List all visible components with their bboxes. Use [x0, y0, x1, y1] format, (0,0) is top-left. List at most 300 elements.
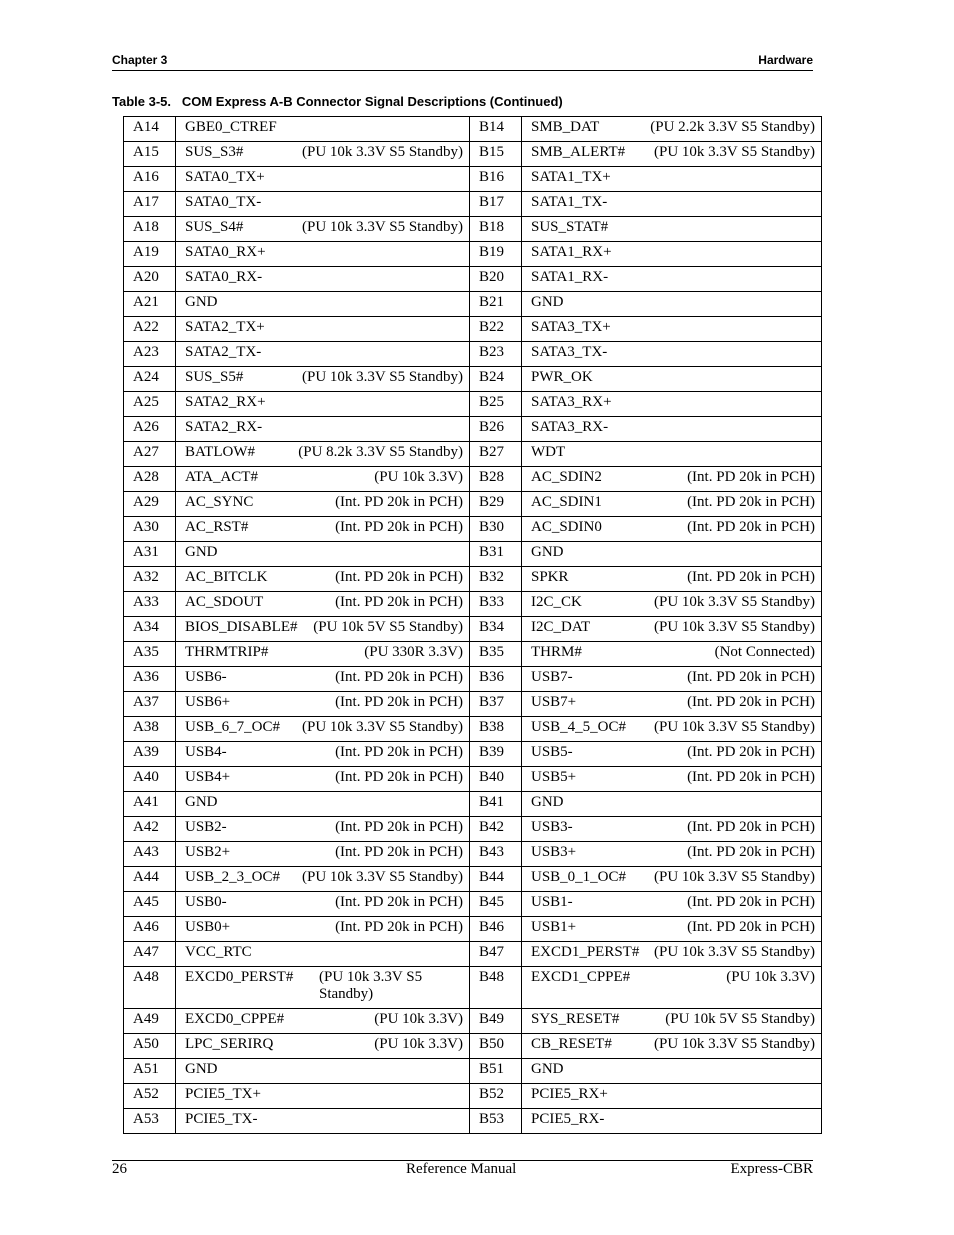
- pin-cell: A44: [124, 867, 176, 892]
- signal-name: SATA1_RX-: [531, 269, 609, 285]
- signal-cell: [522, 917, 822, 942]
- pin-cell: B24: [470, 367, 522, 392]
- signal-cell: [522, 617, 822, 642]
- signal-note: (Int. PD 20k in PCH): [335, 594, 463, 610]
- pin-cell: B40: [470, 767, 522, 792]
- signal-note: (PU 10k 3.3V S5 Standby): [302, 144, 463, 160]
- table-row: [124, 292, 822, 317]
- signal-cell: [522, 267, 822, 292]
- pin-cell: A53: [124, 1109, 176, 1134]
- signal-name: USB_6_7_OC#: [185, 719, 281, 735]
- signal-name: USB1+: [531, 919, 577, 935]
- pin-cell: A28: [124, 467, 176, 492]
- signal-cell: [176, 517, 470, 542]
- signal-note: (Int. PD 20k in PCH): [687, 694, 815, 710]
- table-row: [124, 792, 822, 817]
- signal-cell: [176, 1109, 470, 1134]
- signal-cell: [522, 767, 822, 792]
- signal-name: USB6-: [185, 669, 227, 685]
- pin-cell: B27: [470, 442, 522, 467]
- table-row: [124, 567, 822, 592]
- pin-cell: A34: [124, 617, 176, 642]
- signal-name: USB5+: [531, 769, 577, 785]
- table-row: [124, 367, 822, 392]
- pin-cell: A15: [124, 142, 176, 167]
- table-row: [124, 267, 822, 292]
- pin-cell: A31: [124, 542, 176, 567]
- signal-cell: [176, 142, 470, 167]
- signal-name: SUS_S3#: [185, 144, 244, 160]
- signal-note: (Int. PD 20k in PCH): [335, 819, 463, 835]
- pin-cell: A32: [124, 567, 176, 592]
- pin-cell: B43: [470, 842, 522, 867]
- signal-note: (PU 10k 3.3V S5 Standby): [654, 594, 815, 610]
- signal-name: SMB_ALERT#: [531, 144, 626, 160]
- table-row: [124, 617, 822, 642]
- signal-cell: [522, 342, 822, 367]
- signal-cell: [176, 217, 470, 242]
- pin-cell: A33: [124, 592, 176, 617]
- pin-cell: B46: [470, 917, 522, 942]
- signal-name: ATA_ACT#: [185, 469, 258, 485]
- signal-note: (PU 330R 3.3V): [364, 644, 463, 660]
- signal-name: VCC_RTC: [185, 944, 252, 960]
- signal-cell: [176, 592, 470, 617]
- signal-name: SATA1_RX+: [531, 244, 612, 260]
- signal-name: USB5-: [531, 744, 573, 760]
- signal-name: USB7-: [531, 669, 573, 685]
- pin-cell: A21: [124, 292, 176, 317]
- pin-cell: A48: [124, 967, 176, 1009]
- pin-cell: A36: [124, 667, 176, 692]
- signal-cell: [176, 742, 470, 767]
- pin-cell: B17: [470, 192, 522, 217]
- signal-name: USB3-: [531, 819, 573, 835]
- pin-cell: B45: [470, 892, 522, 917]
- pin-cell: A17: [124, 192, 176, 217]
- signal-cell: [176, 167, 470, 192]
- signal-name: USB2-: [185, 819, 227, 835]
- signal-note: (Int. PD 20k in PCH): [687, 894, 815, 910]
- pin-cell: B37: [470, 692, 522, 717]
- signal-cell: [176, 542, 470, 567]
- page-header: [112, 52, 813, 71]
- pin-cell: A24: [124, 367, 176, 392]
- signal-cell: [176, 892, 470, 917]
- signal-name: GND: [531, 1061, 564, 1077]
- signal-note: (PU 10k 3.3V S5 Standby): [654, 719, 815, 735]
- signal-name: GND: [185, 794, 218, 810]
- signal-cell: [522, 417, 822, 442]
- pin-cell: A51: [124, 1059, 176, 1084]
- pin-cell: A30: [124, 517, 176, 542]
- signal-cell: [176, 292, 470, 317]
- signal-name: AC_SYNC: [185, 494, 254, 510]
- pin-cell: A20: [124, 267, 176, 292]
- table-row: [124, 1084, 822, 1109]
- pin-cell: A16: [124, 167, 176, 192]
- pin-cell: A37: [124, 692, 176, 717]
- table-row: [124, 342, 822, 367]
- signal-cell: [522, 167, 822, 192]
- page-number: 26: [112, 1161, 127, 1177]
- signal-cell: [522, 792, 822, 817]
- signal-cell: [176, 692, 470, 717]
- pin-cell: B34: [470, 617, 522, 642]
- pin-cell: A14: [124, 117, 176, 142]
- table-row: [124, 317, 822, 342]
- signal-name: USB4+: [185, 769, 231, 785]
- signal-name: AC_SDOUT: [185, 594, 264, 610]
- signal-cell: [522, 292, 822, 317]
- signal-note: (Int. PD 20k in PCH): [335, 894, 463, 910]
- signal-note: (PU 10k 3.3V): [374, 1036, 463, 1052]
- table-row: [124, 242, 822, 267]
- pin-cell: B15: [470, 142, 522, 167]
- pin-cell: A41: [124, 792, 176, 817]
- pin-cell: B41: [470, 792, 522, 817]
- signal-note: (Int. PD 20k in PCH): [335, 669, 463, 685]
- signal-cell: [522, 242, 822, 267]
- signal-cell: [176, 342, 470, 367]
- signal-name: SATA2_TX+: [185, 319, 265, 335]
- signal-cell: [522, 1084, 822, 1109]
- pin-cell: B53: [470, 1109, 522, 1134]
- signal-cell: [176, 242, 470, 267]
- pin-cell: A50: [124, 1034, 176, 1059]
- table-row: [124, 667, 822, 692]
- signal-cell: [522, 642, 822, 667]
- signal-name: I2C_CK: [531, 594, 582, 610]
- signal-note: (Int. PD 20k in PCH): [335, 919, 463, 935]
- signal-note: (Int. PD 20k in PCH): [687, 844, 815, 860]
- pin-cell: B33: [470, 592, 522, 617]
- signal-name: SATA3_TX+: [531, 319, 611, 335]
- table-row: [124, 692, 822, 717]
- table-row: [124, 642, 822, 667]
- table-row: [124, 842, 822, 867]
- signal-name: EXCD0_CPPE#: [185, 1011, 285, 1027]
- signal-cell: [176, 792, 470, 817]
- signal-name: USB0+: [185, 919, 231, 935]
- pin-cell: A29: [124, 492, 176, 517]
- signal-name: GND: [185, 1061, 218, 1077]
- table-row: [124, 467, 822, 492]
- signal-cell: [176, 1034, 470, 1059]
- signal-note: (PU 10k 3.3V S5 Standby): [654, 869, 815, 885]
- pin-cell: B28: [470, 467, 522, 492]
- section-label: Hardware: [758, 53, 813, 67]
- pin-cell: B48: [470, 967, 522, 1009]
- signal-note: (PU 10k 3.3V): [374, 1011, 463, 1027]
- table-row: [124, 592, 822, 617]
- signal-note: (Int. PD 20k in PCH): [687, 469, 815, 485]
- table-row: [124, 142, 822, 167]
- signal-name: USB_0_1_OC#: [531, 869, 627, 885]
- signal-name: USB2+: [185, 844, 231, 860]
- signal-note: (PU 10k 5V S5 Standby): [313, 619, 463, 635]
- signal-cell: [522, 317, 822, 342]
- signal-name: SATA3_TX-: [531, 344, 608, 360]
- signal-note: (PU 10k 3.3V S5 Standby): [319, 969, 423, 1002]
- signal-note: (Not Connected): [714, 644, 815, 660]
- signal-note: (PU 10k 3.3V): [374, 469, 463, 485]
- signal-note: (Int. PD 20k in PCH): [687, 569, 815, 585]
- signal-name: PCIE5_RX+: [531, 1086, 608, 1102]
- table-row: [124, 892, 822, 917]
- table-row: [124, 742, 822, 767]
- signal-note: (Int. PD 20k in PCH): [687, 769, 815, 785]
- signal-name: USB0-: [185, 894, 227, 910]
- signal-name: SMB_DAT: [531, 119, 600, 135]
- pin-cell: A23: [124, 342, 176, 367]
- signal-note: (PU 10k 3.3V): [726, 969, 815, 985]
- signal-name: BIOS_DISABLE#: [185, 619, 298, 635]
- signal-name: GND: [185, 294, 218, 310]
- signal-note: (PU 10k 3.3V S5 Standby): [302, 369, 463, 385]
- signal-cell: [522, 967, 822, 1009]
- signal-name: USB_4_5_OC#: [531, 719, 627, 735]
- signal-cell: [522, 867, 822, 892]
- signal-note: (PU 10k 3.3V S5 Standby): [302, 219, 463, 235]
- signal-cell: [522, 217, 822, 242]
- signal-name: SATA0_TX-: [185, 194, 262, 210]
- signal-cell: [522, 467, 822, 492]
- signal-cell: [522, 1009, 822, 1034]
- pin-cell: B52: [470, 1084, 522, 1109]
- pin-cell: B42: [470, 817, 522, 842]
- signal-name: SATA0_RX-: [185, 269, 263, 285]
- signal-cell: [522, 117, 822, 142]
- table-row: [124, 217, 822, 242]
- signal-note: (Int. PD 20k in PCH): [335, 569, 463, 585]
- table-caption: Table 3-5. COM Express A-B Connector Signal Descriptions (Continued): [112, 94, 563, 109]
- signal-name: GND: [531, 294, 564, 310]
- table-row: [124, 767, 822, 792]
- signal-cell: [522, 592, 822, 617]
- signal-name: EXCD1_PERST#: [531, 944, 640, 960]
- signal-name: LPC_SERIRQ: [185, 1036, 274, 1052]
- pin-cell: A49: [124, 1009, 176, 1034]
- signal-name: USB_2_3_OC#: [185, 869, 281, 885]
- pin-cell: A47: [124, 942, 176, 967]
- pin-cell: B29: [470, 492, 522, 517]
- table-row: [124, 867, 822, 892]
- signal-name: PCIE5_TX+: [185, 1086, 261, 1102]
- signal-note: (PU 10k 3.3V S5 Standby): [654, 144, 815, 160]
- pin-cell: B25: [470, 392, 522, 417]
- signal-cell: [176, 967, 470, 1009]
- pin-cell: A46: [124, 917, 176, 942]
- table-row: [124, 392, 822, 417]
- signal-note: (PU 10k 3.3V S5 Standby): [302, 869, 463, 885]
- signal-note: (Int. PD 20k in PCH): [687, 919, 815, 935]
- chapter-label: Chapter 3: [112, 53, 168, 67]
- table-row: [124, 517, 822, 542]
- signal-name: AC_SDIN0: [531, 519, 602, 535]
- pin-cell: A42: [124, 817, 176, 842]
- signal-name: PCIE5_TX-: [185, 1111, 258, 1127]
- signal-cell: [522, 942, 822, 967]
- signal-name: USB1-: [531, 894, 573, 910]
- pin-cell: A25: [124, 392, 176, 417]
- signal-name: SATA3_RX+: [531, 394, 612, 410]
- signal-cell: [522, 692, 822, 717]
- signal-name: THRM#: [531, 644, 582, 660]
- signal-cell: [176, 767, 470, 792]
- signal-note: (Int. PD 20k in PCH): [687, 494, 815, 510]
- signal-note: (PU 10k 3.3V S5 Standby): [654, 1036, 815, 1052]
- table-row: [124, 167, 822, 192]
- signal-cell: [522, 892, 822, 917]
- signal-cell: [522, 1059, 822, 1084]
- signal-cell: [176, 567, 470, 592]
- signal-cell: [176, 467, 470, 492]
- signal-cell: [522, 1109, 822, 1134]
- signal-cell: [176, 1009, 470, 1034]
- signal-cell: [176, 867, 470, 892]
- manual-title: Reference Manual: [406, 1161, 517, 1177]
- pin-cell: B32: [470, 567, 522, 592]
- pin-cell: B14: [470, 117, 522, 142]
- table-row: [124, 192, 822, 217]
- signal-cell: [176, 492, 470, 517]
- signal-note: (PU 10k 3.3V S5 Standby): [654, 944, 815, 960]
- table-row: [124, 1059, 822, 1084]
- pin-cell: B51: [470, 1059, 522, 1084]
- signal-cell: [176, 842, 470, 867]
- signal-cell: [176, 367, 470, 392]
- signal-cell: [522, 367, 822, 392]
- signal-cell: [522, 742, 822, 767]
- signal-cell: [522, 842, 822, 867]
- pin-cell: B23: [470, 342, 522, 367]
- table-row: [124, 942, 822, 967]
- signal-name: SATA1_TX+: [531, 169, 611, 185]
- signal-name: WDT: [531, 444, 566, 460]
- table-row: [124, 417, 822, 442]
- signal-name: AC_RST#: [185, 519, 249, 535]
- signal-name: USB6+: [185, 694, 231, 710]
- signal-name: GND: [531, 544, 564, 560]
- pin-cell: A52: [124, 1084, 176, 1109]
- pin-cell: B22: [470, 317, 522, 342]
- signal-cell: [176, 667, 470, 692]
- signal-name: SUS_S4#: [185, 219, 244, 235]
- signal-name: CB_RESET#: [531, 1036, 612, 1052]
- signal-name: SUS_STAT#: [531, 219, 609, 235]
- signal-note: (Int. PD 20k in PCH): [335, 744, 463, 760]
- pin-cell: B39: [470, 742, 522, 767]
- pin-cell: B18: [470, 217, 522, 242]
- pin-cell: A45: [124, 892, 176, 917]
- table-row: [124, 967, 822, 1009]
- table-row: [124, 442, 822, 467]
- signal-note: (PU 2.2k 3.3V S5 Standby): [650, 119, 815, 135]
- signal-cell: [522, 142, 822, 167]
- signal-name: USB7+: [531, 694, 577, 710]
- signal-name: USB3+: [531, 844, 577, 860]
- signal-name: GND: [185, 544, 218, 560]
- pin-cell: B47: [470, 942, 522, 967]
- pin-cell: B20: [470, 267, 522, 292]
- pin-cell: B21: [470, 292, 522, 317]
- signal-name: I2C_DAT: [531, 619, 591, 635]
- signal-note: (PU 8.2k 3.3V S5 Standby): [298, 444, 463, 460]
- signal-name: GND: [531, 794, 564, 810]
- signal-name: SPKR: [531, 569, 569, 585]
- signal-cell: [176, 817, 470, 842]
- signal-cell: [522, 517, 822, 542]
- signal-name: SUS_S5#: [185, 369, 244, 385]
- signal-cell: [176, 717, 470, 742]
- signal-note: (Int. PD 20k in PCH): [687, 744, 815, 760]
- signal-cell: [176, 392, 470, 417]
- signal-name: BATLOW#: [185, 444, 255, 460]
- pin-cell: A35: [124, 642, 176, 667]
- signal-name: SYS_RESET#: [531, 1011, 620, 1027]
- signal-cell: [522, 667, 822, 692]
- table-row: [124, 1109, 822, 1134]
- signal-cell: [176, 917, 470, 942]
- pin-cell: B44: [470, 867, 522, 892]
- signal-name: SATA2_RX-: [185, 419, 263, 435]
- signal-note: (PU 10k 3.3V S5 Standby): [654, 619, 815, 635]
- pin-cell: B49: [470, 1009, 522, 1034]
- signal-cell: [176, 117, 470, 142]
- pin-cell: A39: [124, 742, 176, 767]
- table-row: [124, 1009, 822, 1034]
- signal-note: (Int. PD 20k in PCH): [335, 494, 463, 510]
- signal-note: (Int. PD 20k in PCH): [687, 819, 815, 835]
- pin-cell: A40: [124, 767, 176, 792]
- pin-cell: B19: [470, 242, 522, 267]
- table-row: [124, 1034, 822, 1059]
- signal-cell: [176, 1059, 470, 1084]
- signal-name: SATA3_RX-: [531, 419, 609, 435]
- product-name: Express-CBR: [730, 1161, 813, 1177]
- signal-name: PCIE5_RX-: [531, 1111, 605, 1127]
- signal-cell: [176, 942, 470, 967]
- signal-name: AC_SDIN1: [531, 494, 602, 510]
- signal-cell: [522, 717, 822, 742]
- pin-cell: B26: [470, 417, 522, 442]
- signal-note: (Int. PD 20k in PCH): [335, 769, 463, 785]
- signal-note: (Int. PD 20k in PCH): [687, 519, 815, 535]
- page-footer: [112, 1160, 813, 1183]
- signal-name: SATA0_RX+: [185, 244, 266, 260]
- signal-cell: [522, 817, 822, 842]
- pin-cell: B38: [470, 717, 522, 742]
- table-row: [124, 542, 822, 567]
- signal-name: SATA0_TX+: [185, 169, 265, 185]
- signal-table-body: [124, 117, 822, 1134]
- signal-cell: [522, 442, 822, 467]
- signal-note: (Int. PD 20k in PCH): [335, 694, 463, 710]
- pin-cell: B16: [470, 167, 522, 192]
- table-row: [124, 117, 822, 142]
- signal-cell: [176, 192, 470, 217]
- signal-cell: [176, 617, 470, 642]
- pin-cell: A18: [124, 217, 176, 242]
- pin-cell: B50: [470, 1034, 522, 1059]
- pin-cell: A38: [124, 717, 176, 742]
- signal-cell: [176, 442, 470, 467]
- table-row: [124, 492, 822, 517]
- signal-cell: [176, 317, 470, 342]
- signal-name: EXCD1_CPPE#: [531, 969, 631, 985]
- pin-cell: B35: [470, 642, 522, 667]
